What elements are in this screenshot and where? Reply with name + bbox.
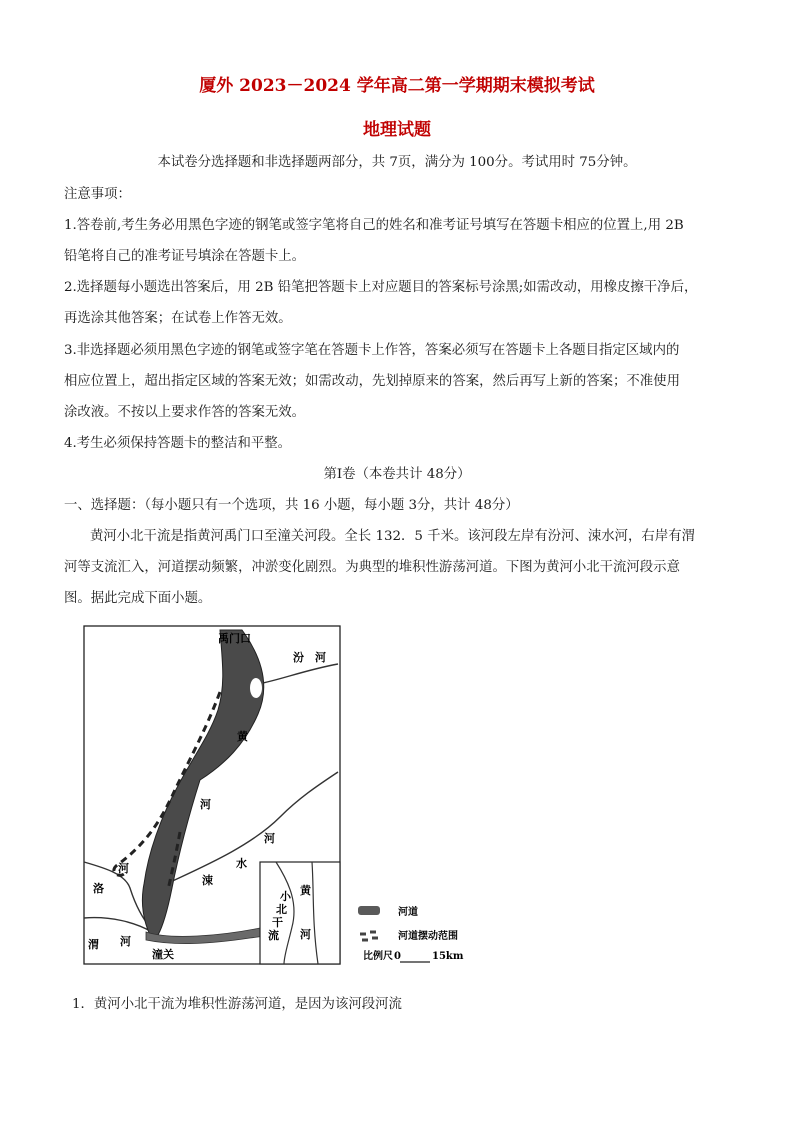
- inset-label-bei: 北: [276, 903, 287, 916]
- section-title: 第Ⅰ卷（本卷共计 48分）: [323, 467, 471, 482]
- notes-line: 相应位置上，超出指定区域的答案无效；如需改动，先划掉原来的答案，然后再写上新的答案；不准使用: [64, 374, 680, 389]
- passage-line: 黄河小北干流是指黄河禹门口至潼关河段。全长 132．5 千米。该河段左岸有汾河、涑水河，右岸有渭: [90, 529, 695, 544]
- scale-label: 比例尺: [363, 951, 393, 962]
- scale-zero: 0: [394, 951, 401, 962]
- yellow-river-map: [80, 622, 480, 972]
- section-part: 一、选择题：（每小题只有一个选项，共 16 小题，每小题 3分，共计 48分）: [64, 498, 519, 513]
- label-tongguan: 潼关: [152, 948, 174, 961]
- river-island: [250, 678, 262, 698]
- notes-line: 1.答卷前,考生务必用黑色字迹的钢笔或签字笔将自己的姓名和准考证号填写在答题卡相应的位置上,用 2B: [64, 218, 684, 233]
- inset-label-huang: 黄: [300, 884, 311, 897]
- label-fen: 汾: [293, 651, 304, 664]
- label-huang: 黄: [237, 730, 248, 743]
- notes-heading: 注意事项：: [64, 187, 131, 202]
- label-luo-he: 河: [118, 862, 129, 875]
- notes-line: 涂改液。不按以上要求作答的答案无效。: [64, 405, 306, 420]
- exam-intro: 本试卷分选择题和非选择题两部分，共 7页，满分为 100分。考试用时 75分钟。: [157, 155, 637, 170]
- notes-line: 再选涂其他答案；在试卷上作答无效。: [64, 311, 292, 326]
- label-yumenkou: 禹门口: [218, 632, 251, 645]
- notes-line: 2.选择题每小题选出答案后，用 2B 铅笔把答题卡上对应题目的答案标号涂黑;如需改动，用橡皮擦干净后，: [64, 280, 698, 295]
- exam-title: 厦外 2023－2024 学年高二第一学期期末模拟考试: [199, 76, 595, 96]
- inset-label-xiao: 小: [280, 890, 291, 903]
- label-sushui-he: 河: [264, 832, 275, 845]
- legend-swing-swatch: [360, 932, 378, 940]
- scale-value: 15km: [432, 951, 464, 962]
- label-sushui-su: 涑: [202, 874, 213, 887]
- label-sushui-shui: 水: [236, 857, 247, 870]
- legend-channel-swatch: [358, 906, 380, 915]
- exam-subtitle: 地理试题: [363, 120, 431, 140]
- passage-line: 图。据此完成下面小题。: [64, 591, 212, 606]
- label-wei: 渭: [88, 938, 99, 951]
- label-luo: 洛: [93, 882, 104, 895]
- inset-frame: [260, 862, 340, 964]
- label-fen-he: 河: [315, 651, 326, 664]
- question-1: 1．黄河小北干流为堆积性游荡河道，是因为该河段河流: [72, 997, 402, 1012]
- inset-label-liu: 流: [268, 929, 279, 942]
- label-wei-he: 河: [120, 935, 131, 948]
- inset-label-gan: 干: [272, 916, 283, 929]
- notes-line: 铅笔将自己的准考证号填涂在答题卡上。: [64, 249, 306, 264]
- legend-swing-label: 河道摆动范围: [398, 931, 458, 942]
- label-huang-he: 河: [200, 798, 211, 811]
- notes-line: 4.考生必须保持答题卡的整洁和平整。: [64, 436, 292, 451]
- passage-line: 河等支流汇入，河道摆动频繁，冲淤变化剧烈。为典型的堆积性游荡河道。下图为黄河小北干流河段示意: [64, 560, 680, 575]
- inset-label-he: 河: [300, 928, 311, 941]
- notes-line: 3.非选择题必须用黑色字迹的钢笔或签字笔在答题卡上作答，答案必须写在答题卡上各题目指定区域内的: [64, 343, 680, 358]
- legend-channel-label: 河道: [398, 907, 418, 918]
